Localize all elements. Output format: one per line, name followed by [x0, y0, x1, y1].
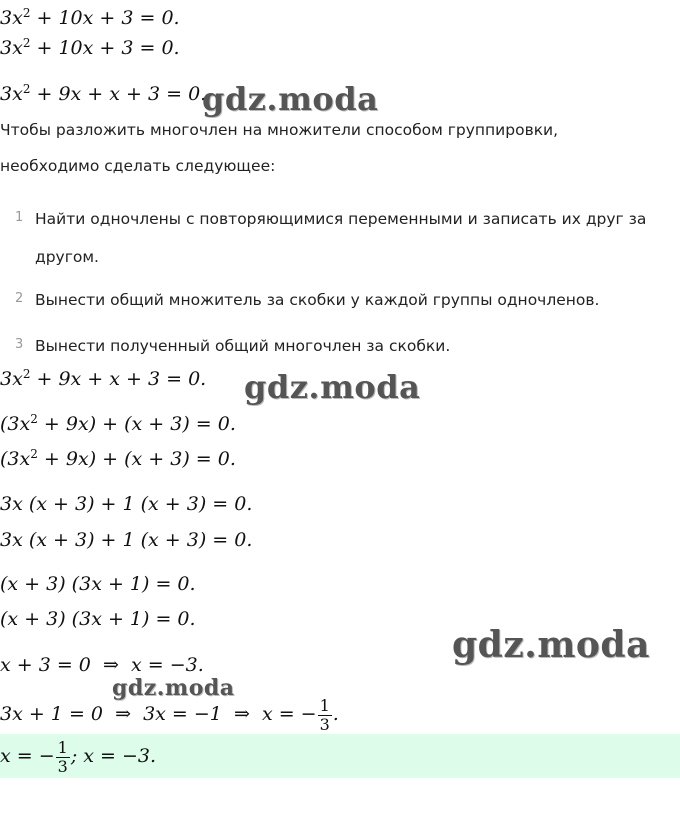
equation-5a: 3x (x + 3) + 1 (x + 3) = 0. — [0, 493, 253, 515]
fraction-one-third: $\frac{1}{3}$ — [319, 695, 330, 734]
equation-7: x + 3 = 0 ⇒ x = −3. — [0, 654, 204, 676]
equation-1a: $3x^2 + 10x + 3 = 0$. — [0, 6, 180, 29]
answer-equation: x = − $\frac{1}{3}$ ; x = −3. — [0, 737, 157, 776]
step-3-text: Вынести полученный общий многочлен за скобки. — [35, 337, 451, 355]
equation-5b: 3x (x + 3) + 1 (x + 3) = 0. — [0, 529, 253, 551]
watermark-4: gdz.moda — [112, 675, 235, 701]
step-2-text: Вынести общий множитель за скобки у каждой группы одночленов. — [35, 291, 600, 309]
step-1-number: 1 — [15, 210, 24, 225]
equation-1b: $3x^2 + 10x + 3 = 0$. — [0, 36, 180, 59]
intro-line-1: Чтобы разложить многочлен на множители способом группировки, — [0, 121, 559, 139]
equation-8: 3x + 1 = 0 ⇒ 3x = −1 ⇒ x = − $\frac{1}{3}$ . — [0, 695, 339, 734]
watermark-2: gdz.moda — [244, 368, 421, 406]
answer-fraction: $\frac{1}{3}$ — [57, 737, 68, 776]
equation-6b: (x + 3) (3x + 1) = 0. — [0, 608, 196, 630]
step-1-text-line-2: другом. — [35, 248, 99, 266]
step-1-text: Найти одночлены с повторяющимися переменными и записать их друг за — [35, 210, 647, 228]
equation-4b: $(3x^2 + 9x) + (x + 3) = 0$. — [0, 447, 236, 470]
step-2-number: 2 — [15, 291, 24, 306]
equation-2: $3x^2 + 9x + x + 3 = 0$. — [0, 82, 207, 105]
watermark-1: gdz.moda — [202, 80, 379, 118]
step-3-number: 3 — [15, 337, 24, 352]
intro-line-2: необходимо сделать следующее: — [0, 157, 276, 175]
watermark-3: gdz.moda — [452, 624, 650, 666]
equation-6a: (x + 3) (3x + 1) = 0. — [0, 573, 196, 595]
equation-4a: $(3x^2 + 9x) + (x + 3) = 0$. — [0, 412, 236, 435]
equation-3: $3x^2 + 9x + x + 3 = 0$. — [0, 367, 207, 390]
